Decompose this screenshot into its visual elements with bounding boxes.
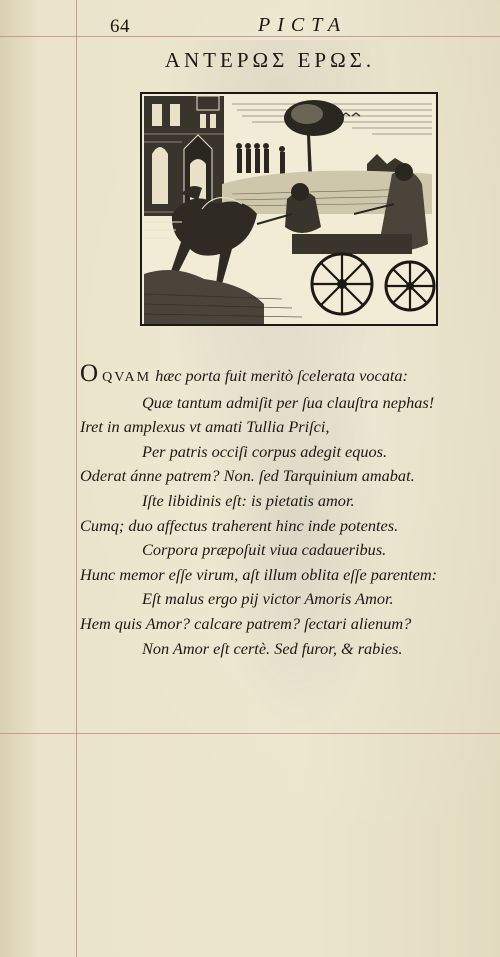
emblem-title: ΑΝΤΕΡΩΣ ΕΡΩΣ. <box>164 48 376 72</box>
margin-rule-top <box>0 36 500 37</box>
poem-line-6: Iſte libidinis eſt: is pietatis amor. <box>142 490 355 510</box>
poem-line-1 <box>80 362 490 391</box>
running-head: PICTA <box>258 14 348 36</box>
margin-rule-vertical <box>76 0 77 957</box>
page-number: 64 <box>110 16 130 37</box>
poem-line-4: Per patris occiſi corpus adegit equos. <box>142 441 388 461</box>
margin-rule-bottom <box>0 733 500 734</box>
epigram-text <box>80 362 490 661</box>
poem-line-10: Eſt malus ergo pij victor Amoris Amor. <box>142 589 394 609</box>
poem-line-12: Non Amor eſt certè. Sed furor, & rabies. <box>142 638 403 658</box>
drop-cap: O <box>80 360 99 387</box>
poem-line-9: Hunc memor eſſe virum, aſt illum oblita eſſe parentem: <box>80 564 438 584</box>
woodcut-chariot-scene-icon <box>142 94 436 324</box>
small-caps-word: QVAM <box>102 370 152 385</box>
poem-line-3: Iret in amplexus vt amati Tullia Priſci, <box>80 417 330 437</box>
poem-line-8: Corpora præpoſuit viua cadaueribus. <box>142 540 387 560</box>
poem-line-5: Oderat ánne patrem? Non. ſed Tarquinium amabat. <box>80 466 415 486</box>
poem-line-7: Cumq; duo affectus traherent hinc inde potentes. <box>80 515 399 535</box>
poem-line-11: Hem quis Amor? calcare patrem? ſectari alienum? <box>80 613 412 633</box>
poem-line-2: Quæ tantum admiſit per ſua clauſtra nephas! <box>142 392 435 412</box>
woodcut-illustration <box>140 92 438 326</box>
poem-line-text: hæc porta fuit meritò ſcelerata vocata: <box>151 366 408 385</box>
